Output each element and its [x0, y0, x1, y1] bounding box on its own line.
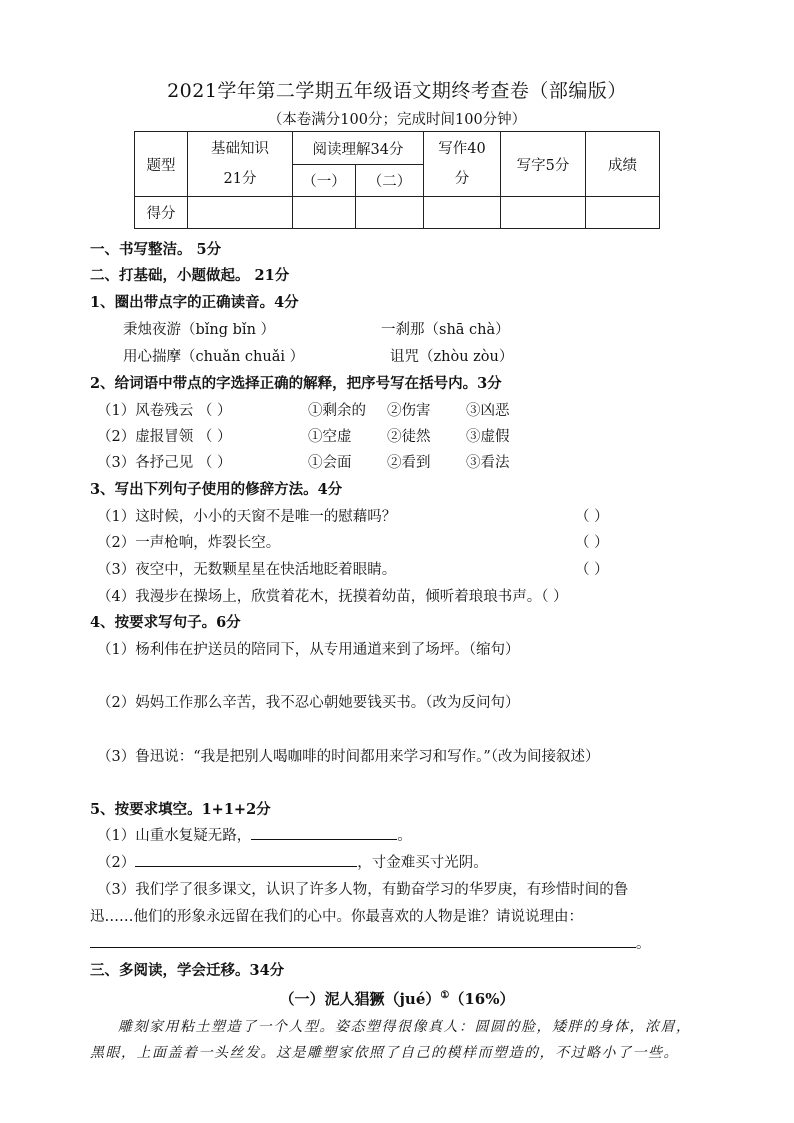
q5-item-1-blank[interactable] — [251, 825, 397, 840]
q5-item-2-end: ，寸金难买寸光阴。 — [357, 855, 488, 871]
table-header-writing-line2: 分 — [454, 171, 470, 187]
table-header-basic — [188, 132, 293, 197]
question-4-heading: 4、按要求写句子。6分 — [90, 614, 241, 631]
q5-item-1-end: 。 — [397, 828, 412, 844]
table-header-reading: 阅读理解34分 — [293, 132, 424, 165]
question-3-heading: 3、写出下列句子使用的修辞方法。4分 — [90, 481, 343, 498]
q2-item-1-option-2: ②伤害 — [387, 403, 431, 419]
exam-title: 2021学年第二学期五年级语文期终考查卷（部编版） — [167, 80, 627, 102]
reading-paragraph-line-2: 黑眼，上面盖着一头丝发。这是雕塑家依照了自己的模样而塑造的，不过略小了一些。 — [90, 1045, 679, 1061]
q2-item-2-option-1: ①空虚 — [308, 429, 352, 445]
reading-paragraph-line-1: 雕刻家用粘土塑造了一个人型。姿态塑得很像真人：圆圆的脸，矮胖的身体，浓眉， — [118, 1019, 692, 1035]
q5-item-3-answer — [90, 932, 651, 953]
table-header-type: 题型 — [135, 132, 188, 197]
q2-item-1-word: （1）风卷残云 （ ） — [97, 403, 232, 419]
q1-item-4: 诅咒（zhòu zòu） — [390, 349, 514, 365]
score-cell-basic[interactable] — [188, 197, 293, 229]
table-row-score-label: 得分 — [135, 197, 188, 229]
q2-item-3-option-2: ②看到 — [387, 455, 431, 471]
q2-item-3-option-3: ③看法 — [466, 455, 510, 471]
table-header-writing — [424, 132, 501, 197]
q4-item-2: （2）妈妈工作那么辛苦，我不忍心朝她要钱买书。（改为反问句） — [97, 695, 520, 711]
score-cell-reading-2[interactable] — [356, 197, 424, 229]
section-3-heading: 三、多阅读，学会迁移。34分 — [90, 962, 285, 979]
score-cell-total[interactable] — [586, 197, 660, 229]
section-2-heading: 二、打基础，小题做起。 21分 — [90, 267, 290, 284]
q1-item-2: 一刹那（shā chà） — [381, 322, 510, 338]
q3-item-3: （3）夜空中，无数颗星星在快活地眨着眼睛。 — [97, 562, 397, 578]
score-cell-writing[interactable] — [424, 197, 501, 229]
table-header-writing-line1: 写作40 — [438, 141, 486, 157]
exam-subtitle: （本卷满分100分；完成时间100分钟） — [267, 112, 527, 128]
q5-item-2-blank[interactable] — [135, 852, 357, 867]
question-1-heading: 1、圈出带点字的正确读音。4分 — [90, 294, 299, 311]
table-header-handwriting: 写字5分 — [501, 132, 586, 197]
q1-item-3: 用心揣摩（chuǎn chuǎi ） — [123, 349, 305, 365]
q5-item-2-text: （2） — [97, 855, 136, 871]
table-header-basic-line2: 21分 — [223, 171, 257, 187]
table-header-reading-2: （二） — [356, 165, 424, 197]
reading-title — [0, 988, 794, 1009]
q3-item-3-answer-blank[interactable]: （ ） — [575, 562, 609, 578]
q5-item-1-text: （1）山重水复疑无路， — [97, 828, 252, 844]
reading-footnote-mark: ① — [440, 990, 450, 1001]
score-cell-handwriting[interactable] — [501, 197, 586, 229]
section-1-heading: 一、书写整洁。 5分 — [90, 241, 222, 258]
q1-item-1: 秉烛夜游（bǐng bǐn ） — [123, 322, 276, 338]
q3-item-2-answer-blank[interactable]: （ ） — [575, 535, 609, 551]
q2-item-2-word: （2）虚报冒领 （ ） — [97, 429, 232, 445]
reading-title-text: （一）泥人猖獗（jué） — [279, 990, 441, 1008]
q2-item-1-option-3: ③凶恶 — [466, 403, 510, 419]
q2-item-3-option-1: ①会面 — [308, 455, 352, 471]
q3-item-1-answer-blank[interactable]: （ ） — [575, 509, 609, 525]
table-header-basic-line1: 基础知识 — [211, 141, 269, 157]
q3-item-2: （2）一声枪响，炸裂长空。 — [97, 535, 281, 551]
score-table — [134, 131, 660, 229]
q2-item-2-option-2: ②徒然 — [387, 429, 431, 445]
q4-item-1: （1）杨利伟在护送员的陪同下，从专用通道来到了场坪。（缩句） — [97, 642, 520, 658]
question-2-heading: 2、给词语中带点的字选择正确的解释，把序号写在括号内。3分 — [90, 375, 502, 392]
q2-item-2-option-3: ③虚假 — [466, 429, 510, 445]
question-5-heading: 5、按要求填空。1+1+2分 — [90, 801, 271, 818]
q5-item-2 — [97, 851, 488, 872]
q3-item-1: （1）这时候，小小的天窗不是唯一的慰藉吗？ — [97, 509, 397, 525]
q5-item-3-end: 。 — [636, 936, 651, 952]
q2-item-1-option-1: ①剩余的 — [308, 403, 366, 419]
q5-item-1 — [97, 824, 412, 845]
q3-item-4: （4）我漫步在操场上，欣赏着花木，抚摸着幼苗，倾听着琅琅书声。（ ） — [97, 589, 568, 605]
q5-item-3-blank[interactable] — [90, 933, 636, 948]
reading-score: （16%） — [449, 990, 515, 1008]
q5-item-3-line-1: （3）我们学了很多课文，认识了许多人物，有勤奋学习的华罗庚，有珍惜时间的鲁 — [97, 882, 629, 898]
q2-item-3-word: （3）各抒己见 （ ） — [97, 455, 232, 471]
table-header-reading-1: （一） — [293, 165, 356, 197]
score-cell-reading-1[interactable] — [293, 197, 356, 229]
table-header-total: 成绩 — [586, 132, 660, 197]
q4-item-3: （3）鲁迅说：“我是把别人喝咖啡的时间都用来学习和写作。”（改为间接叙述） — [97, 749, 600, 765]
q5-item-3-line-2: 迅……他们的形象永远留在我们的心中。你最喜欢的人物是谁？请说说理由： — [90, 909, 583, 925]
